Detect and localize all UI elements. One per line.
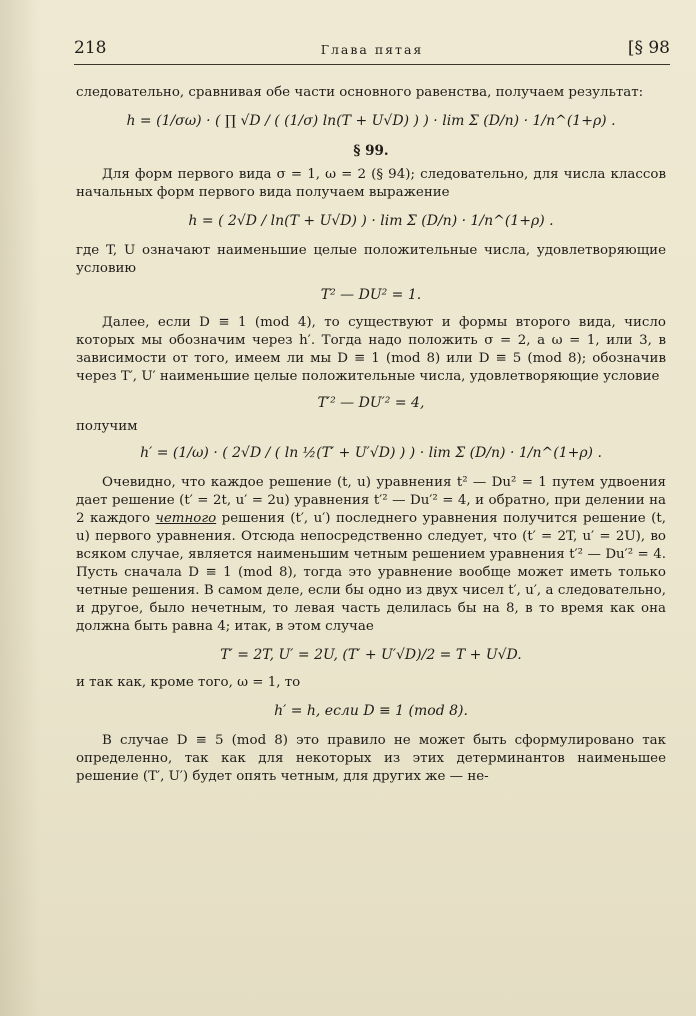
paragraph-6-part-a: Очевидно, что каждое решение (t, u) уравнения t² — Du² = 1 путем удвоения дает решение (t′ = 2t, u′ = 2u) уравнения t′² — Du′² = 4, и обратно, при делении на 2 каждого <box>76 475 666 526</box>
formula-5: h′ = (1/ω) · ( 2√D / ( ln ½(T′ + U′√D) ) ) · lim Σ (D/n) · 1/n^(1+ρ) . <box>140 445 602 461</box>
formula-7: h′ = h, если D ≡ 1 (mod 8). <box>274 703 468 719</box>
paragraph-2: Для форм первого вида σ = 1, ω = 2 (§ 94); следовательно, для числа классов начальных форм первого вида получаем выражение <box>76 167 666 200</box>
page-number: 218 <box>74 38 107 58</box>
formula-4: T′² — DU′² = 4, <box>317 395 425 411</box>
paragraph-7: и так как, кроме того, ω = 1, то <box>76 675 301 690</box>
paragraph-3: где T, U означают наименьшие целые положительные числа, удовлетворяющие условию <box>76 243 666 276</box>
paragraph-5: получим <box>76 419 138 434</box>
page-body <box>76 84 666 786</box>
paragraph-8: В случае D ≡ 5 (mod 8) это правило не может быть сформулировано так определенно, так как для некоторых из этих детерминантов наименьшее решение (T′, U′) будет опять четным, для других же — не- <box>76 733 666 784</box>
section-reference: [§ 98 <box>627 38 670 58</box>
emphasis-even: четного <box>155 511 217 526</box>
paragraph-1: следовательно, сравнивая обе части основного равенства, получаем результат: <box>76 85 644 100</box>
formula-1: h = (1/σω) · ( ∏ √D / ( (1/σ) ln(T + U√D) ) ) · lim Σ (D/n) · 1/n^(1+ρ) . <box>126 113 616 129</box>
formula-3: T² — DU² = 1. <box>320 287 422 303</box>
formula-6: T′ = 2T, U′ = 2U, (T′ + U′√D)/2 = T + U√D. <box>220 647 522 663</box>
chapter-title: Глава пятая <box>320 42 424 57</box>
page-edge-shadow <box>0 0 40 1016</box>
paragraph-6-part-b: решения (t′, u′) последнего уравнения получится решение (t, u) первого уравнения. Отсюда непосредственно следует, что (t′ = 2T, u′ = 2U), во всяком случае, является наименьшим четным решением уравнения t′² — Du′² = 4. Пусть сначала D ≡ 1 (mod 8), тогда это уравнение вообще может иметь только четные решения. В самом деле, если бы одно из двух чисел t′, u′, а следовательно, и другое, было нечетным, то левая часть делилась бы на 8, в то время как она должна быть равна 4; итак, в этом случае <box>76 511 667 634</box>
paragraph-4: Далее, если D ≡ 1 (mod 4), то существуют и формы второго вида, число которых мы обозначим через h′. Тогда надо положить σ = 2, а ω = 1, или 3, в зависимости от того, имеем ли мы D ≡ 1 (mod 8) или D ≡ 5 (mod 8); обозначив через T′, U′ наименьшие целые положительные числа, удовлетворяющие условие <box>76 315 666 384</box>
header-rule <box>74 64 670 65</box>
running-header <box>74 38 670 72</box>
paragraph-6 <box>76 474 666 636</box>
formula-2: h = ( 2√D / ln(T + U√D) ) · lim Σ (D/n) · 1/n^(1+ρ) . <box>188 213 554 229</box>
section-heading: § 99. <box>353 143 389 159</box>
